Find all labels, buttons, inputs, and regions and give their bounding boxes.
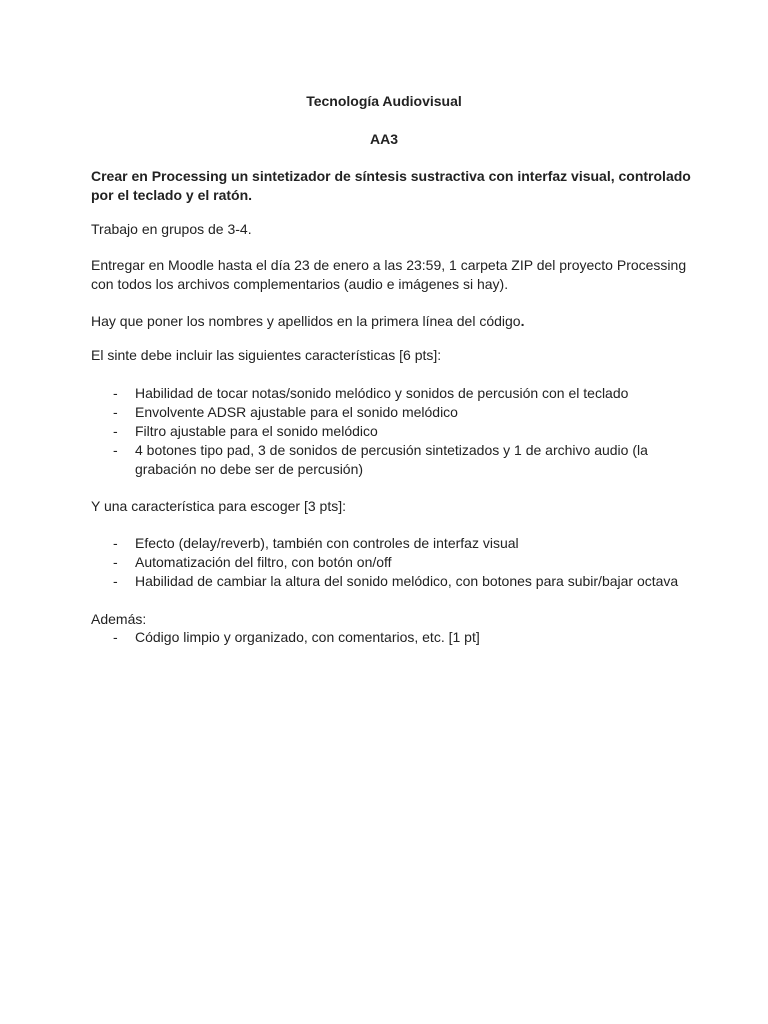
names-instruction-text: Hay que poner los nombres y apellidos en la primera línea del código xyxy=(91,313,521,329)
names-instruction xyxy=(91,312,691,331)
document-subtitle: AA3 xyxy=(369,131,398,147)
features-intro: El sinte debe incluir las siguientes características [6 pts]: xyxy=(91,347,442,363)
extras-intro: Además: xyxy=(91,611,147,627)
group-size-note: Trabajo en grupos de 3-4. xyxy=(91,221,252,237)
list-item: - Habilidad de cambiar la altura del sonido melódico, con botones para subir/bajar octava xyxy=(91,572,711,591)
list-item: - Habilidad de tocar notas/sonido melódico y sonidos de percusión con el teclado xyxy=(91,384,661,403)
task-statement: Crear en Processing un sintetizador de síntesis sustractiva con interfaz visual, controlado por el teclado y el ratón. xyxy=(91,168,691,203)
list-item: - Envolvente ADSR ajustable para el sonido melódico xyxy=(91,403,661,422)
list-item: - 4 botones tipo pad, 3 de sonidos de percusión sintetizados y 1 de archivo audio (la grabación no debe ser de percusión) xyxy=(91,441,661,479)
list-item: - Automatización del filtro, con botón on/off xyxy=(91,553,711,572)
list-item: - Código limpio y organizado, con comentarios, etc. [1 pt] xyxy=(91,628,691,647)
list-item: - Efecto (delay/reverb), también con controles de interfaz visual xyxy=(91,534,711,553)
names-instruction-period: . xyxy=(520,313,525,329)
choice-intro: Y una característica para escoger [3 pts]: xyxy=(91,498,346,514)
extras-list xyxy=(91,628,691,647)
document-title: Tecnología Audiovisual xyxy=(306,93,462,109)
delivery-instructions: Entregar en Moodle hasta el día 23 de enero a las 23:59, 1 carpeta ZIP del proyecto Processing con todos los archivos complementarios (audio e imágenes si hay). xyxy=(91,257,687,292)
required-features-list xyxy=(91,384,661,479)
optional-features-list xyxy=(91,534,711,591)
list-item: - Filtro ajustable para el sonido melódico xyxy=(91,422,661,441)
